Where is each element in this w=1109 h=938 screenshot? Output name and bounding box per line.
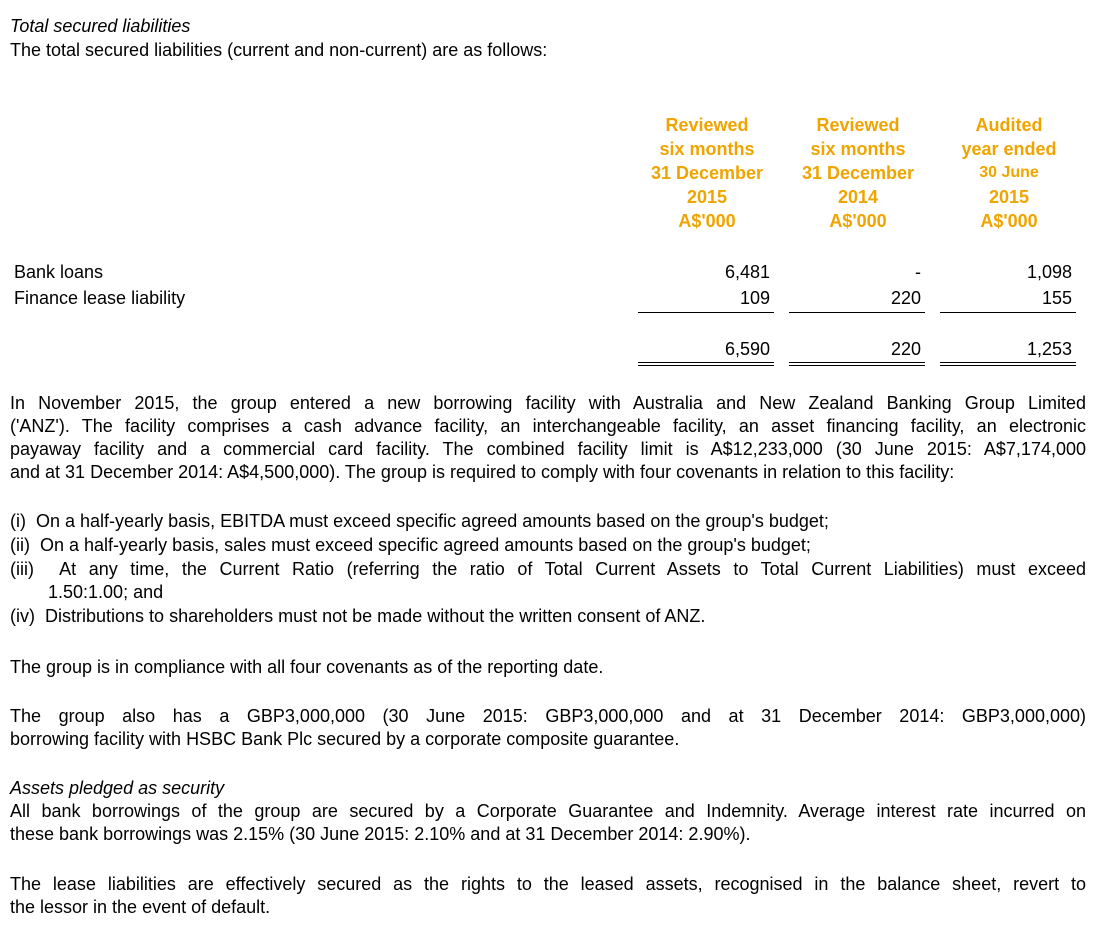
- compliance-statement: The group is in compliance with all four covenants as of the reporting date.: [10, 657, 604, 677]
- covenant-item: (iv) Distributions to shareholders must not be made without the written consent of ANZ.: [10, 606, 706, 626]
- lease-paragraph: The lease liabilities are effectively secured as the rights to the leased assets, recognised in the balance sheet, revert to the lessor in the event of default.: [10, 874, 1086, 917]
- covenant-item: (iii) At any time, the Current Ratio (referring the ratio of Total Current Assets to Total Current Liabilities) must exceed: [10, 559, 1086, 579]
- column-header-h1-2014: Reviewed six months 31 December 2014 A$'000: [801, 115, 915, 231]
- total-double-rule: [789, 365, 925, 366]
- subtotal-rule: [940, 312, 1076, 313]
- hsbc-paragraph: The group also has a GBP3,000,000 (30 June 2015: GBP3,000,000 and at 31 December 2014: GBP3,000,000) borrowing facility with HSBC Bank Plc secured by a corporate composite guarantee.: [10, 706, 1086, 749]
- row-label-bank-loans: Bank loans: [14, 262, 104, 282]
- total-double-rule: [638, 362, 774, 363]
- covenant-item: (ii) On a half-yearly basis, sales must exceed specific agreed amounts based on the group's budget;: [10, 535, 811, 555]
- section-title: Total secured liabilities: [10, 16, 191, 36]
- total-h1-2014: 220: [890, 339, 921, 359]
- total-fy-2015: 1,253: [1026, 339, 1072, 359]
- covenant-item: (i) On a half-yearly basis, EBITDA must exceed specific agreed amounts based on the group's budget;: [10, 511, 829, 531]
- cell-finance-lease-h1-2015: 109: [739, 288, 770, 308]
- cell-bank-loans-h1-2015: 6,481: [724, 262, 770, 282]
- column-header-h1-2015: Reviewed six months 31 December 2015 A$'000: [650, 115, 764, 231]
- cell-finance-lease-fy-2015: 155: [1041, 288, 1072, 308]
- subtotal-rule: [789, 312, 925, 313]
- subtotal-rule: [638, 312, 774, 313]
- section-intro: The total secured liabilities (current and non-current) are as follows:: [10, 40, 548, 60]
- total-h1-2015: 6,590: [724, 339, 770, 359]
- column-header-fy-2015: Audited year ended 30 June 2015 A$'000: [961, 115, 1057, 231]
- total-double-rule: [789, 362, 925, 363]
- covenant-item-continuation: 1.50:1.00; and: [48, 582, 164, 602]
- cell-finance-lease-h1-2014: 220: [890, 288, 921, 308]
- cell-bank-loans-h1-2014: -: [915, 262, 921, 282]
- total-double-rule: [940, 365, 1076, 366]
- row-label-finance-lease: Finance lease liability: [14, 288, 186, 308]
- assets-pledged-title: Assets pledged as security: [10, 778, 225, 798]
- total-double-rule: [940, 362, 1076, 363]
- facility-paragraph: In November 2015, the group entered a new borrowing facility with Australia and New Zealand Banking Group Limited ('ANZ'). The facility comprises a cash advance facility, an interchangeable facility, an asset financing facility, an electronic payaway facility and a commercial card facility. The combined facility limit is A$12,233,000 (30 June 2015: A$7,174,000 and at 31 December 2014: A$4,500,000). The group is required to comply with four covenants in relation to this facility:: [10, 393, 1086, 482]
- total-double-rule: [638, 365, 774, 366]
- assets-pledged-paragraph: All bank borrowings of the group are secured by a Corporate Guarantee and Indemnity. Average interest rate incurred on these bank borrowings was 2.15% (30 June 2015: 2.10% and at 31 December 2014: 2.90%).: [10, 801, 1086, 844]
- cell-bank-loans-fy-2015: 1,098: [1026, 262, 1072, 282]
